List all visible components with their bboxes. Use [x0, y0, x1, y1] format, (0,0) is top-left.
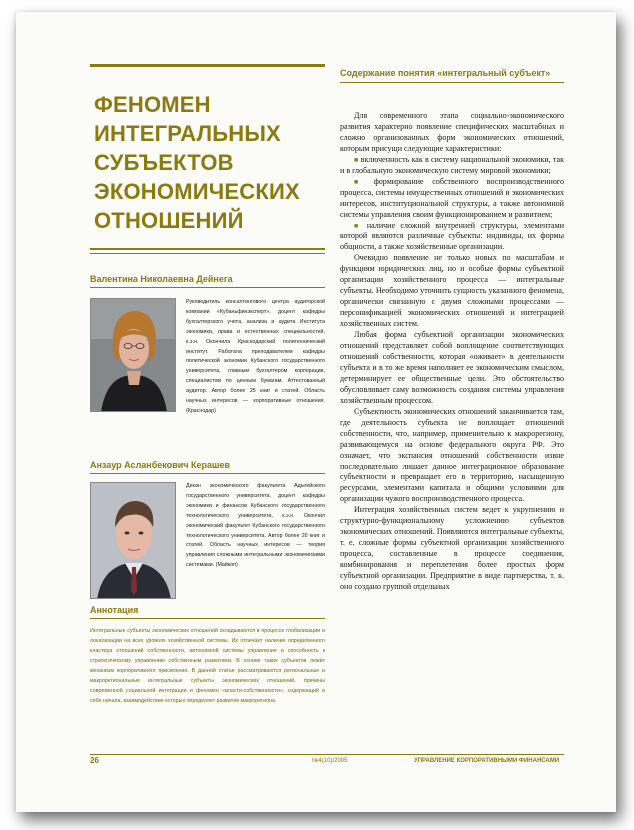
author-2-portrait-image: [91, 483, 176, 599]
author-1-bio: Руководитель консалтингового центра аудиторской компании «Кубаньфинэксперт», доцент кафедры бухгалтерского учета, анализа и аудита Института экономики, права и естественных специальностей, к.э.н. Окончила Краснодарский политехнический институт. Работала преподавателем кафедры политической экономии Кубанского государственного университета, главным бухгалтером корпорации, специалистом по ценным бумагам. Аттестованный аудитор. Автор более 25 книг и статей. Область научных интересов — корпоративные отношения. (Краснодар): [186, 299, 325, 414]
article-title: ФЕНОМЕН ИНТЕГРАЛЬНЫХ СУБЪЕКТОВ ЭКОНОМИЧЕСКИХ ОТНОШЕНИЙ: [94, 92, 300, 233]
body-paragraph: Субъектность экономических отношений заканчивается там, где деятельность субъекта не воплощает отношений собственности, что, например, применительно к макрорегиону, развивающемуся на основе федерального округа РФ. Это означает, что экспансия отношений собственности извне последовательно лишает данное интеграционное образование субъектности и превращает его в территорию, насыщенную ресурсами, элементами капитала и общими условиями для организации чужого воспроизводственного процесса.: [340, 406, 564, 504]
footer-rule: [90, 754, 564, 755]
author-1-photo: [90, 298, 176, 412]
bullet-item: [340, 155, 564, 177]
title-rule: [90, 248, 325, 250]
author-2-name: Анзаур Асланбекович Керашев: [90, 460, 325, 474]
square-bullet-icon: ■: [354, 221, 362, 230]
issue-number: №4(10)/2005: [312, 758, 348, 764]
author-1-name: Валентина Николаевна Дейнега: [90, 274, 325, 288]
title-rule-thin: [90, 253, 325, 254]
square-bullet-icon: ■: [354, 155, 359, 164]
body-paragraph: Интеграция хозяйственных систем ведет к укрупнению и структурно-функциональному усложнению субъектов экономических отношений. Появляются интегральные субъекты, т. е. сложные формы субъектной организации хозяйственного процесса, составленные в процессе соединения, комбинирования и переплетения более простых форм субъектной организации. Предприятие в виде партнерства, т. к. оно создано группой отдельных: [340, 505, 564, 591]
body-paragraph: Любая форма субъектной организации экономических отношений представляет собой воплощение соответствующих отношений собственности, которая «оживает» в деятельности субъекта и в то же время наполняет ее экономическим смыслом, детерминирует ее общественные цели. Это обстоятельство обусловливает саму возможность создания системы управления хозяйственным процессом.: [340, 330, 564, 405]
bullet-text: наличие сложной внутренней структуры, элементами которой являются различные субъекты: индивиды, их формы общности, а также хозяйственные организации.: [340, 220, 565, 252]
annotation-text: Интегральные субъекты экономических отношений складываются в процессе глобализации и локализации на всех уровнях хозяйственной системы. Их отличает наличие определенного кластера отношений собственности, автономной системы управления и способность к стратегическому управлению собственным развитием. В основе таких субъектов лежит механизм корпоративного присвоения. В данной статье рассматриваются региональные и макрорегиональные интегральные субъекты экономических отношений, причины современной социальной интеграции и феномен «власти-собственности», содержащий в себе начала, взаимодействие которых определяет развитие макрорегиона.: [90, 628, 325, 705]
bullet-text: формирование собственного воспроизводственного процесса, системы имущественных отношений и экономических интересов, институциональной структуры, а также автономной системы управления своим функционированием и развитием;: [340, 176, 564, 219]
page-number: 26: [90, 756, 99, 765]
magazine-page: [16, 12, 616, 812]
body-paragraph: Для современного этапа социально-экономического развития характерно появление специфических масштабных и сложно организованных форм экономических отношений, которым присущи следующие характеристики:: [340, 111, 564, 153]
article-body: [340, 111, 564, 593]
author-1-portrait-image: [91, 299, 176, 412]
author-2-photo: [90, 482, 176, 599]
section-title: Содержание понятия «интегральный субъект»: [340, 68, 564, 83]
annotation-title: Аннотация: [90, 605, 325, 619]
top-rule: [90, 64, 325, 67]
magazine-name: УПРАВЛЕНИЕ КОРПОРАТИВНЫМИ ФИНАНСАМИ: [414, 758, 560, 764]
author-2-bio: Декан экономического факультета Адыгейского государственного университета, доцент кафедры экономики и финансов Кубанского государственного технологического университета, к.э.н. Окончил экономический факультет Кубанского государственного технологического университета. Автор более 20 книг и статей. Область научных интересов — теория управления сложными интегральными экономическими системами. (Майкоп): [186, 483, 325, 569]
bullet-item: [340, 177, 564, 221]
body-paragraph: Очевидно появление не только новых по масштабам и функциям юридических лиц, но и особые формы субъектной организации хозяйственного процесса — интегральные субъекты. Необходимо уточнить сущность указанного феномена, органически связанную с двумя сложными процессами — персонификацией экономических отношений и интеграцией хозяйственных систем.: [340, 253, 564, 329]
bullet-item: [340, 221, 564, 254]
bullet-text: включенность как в систему национальной экономики, так и в глобальную экономическую систему мировой экономики;: [340, 154, 564, 175]
square-bullet-icon: ■: [354, 177, 365, 186]
